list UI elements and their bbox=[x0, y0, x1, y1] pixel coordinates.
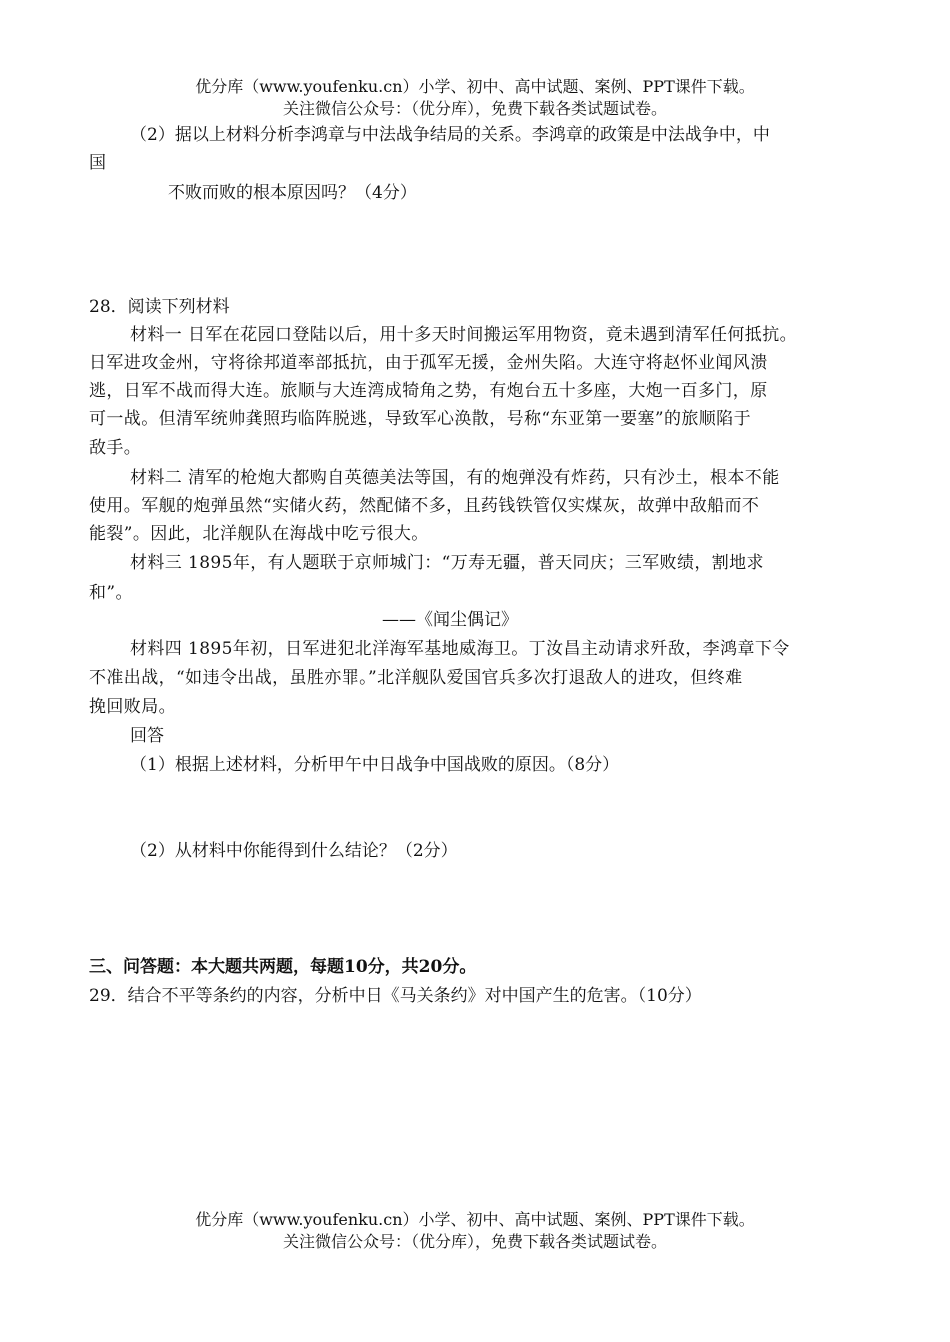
material1-line-2: 日军进攻金州，守将徐邦道率部抵抗，由于孤军无援，金州失陷。大连守将赵怀业闻风溃 bbox=[89, 353, 768, 373]
material4-line-2: 不准出战，“如违令出战，虽胜亦罪。”北洋舰队爱国官兵多次打退敌人的进攻，但终难 bbox=[89, 668, 743, 688]
q29-text: 29．结合不平等条约的内容，分析中日《马关条约》对中国产生的危害。（10分） bbox=[89, 986, 702, 1006]
material1-line-3: 逃，日军不战而得大连。旅顺与大连湾成犄角之势，有炮台五十多座，大炮一百多门，原 bbox=[89, 381, 768, 401]
material1-line-5: 敌手。 bbox=[89, 438, 142, 458]
material3-line-2: 和”。 bbox=[89, 583, 133, 603]
material3-line-1: 材料三 1895年，有人题联于京师城门：“万寿无疆，普天同庆；三军败绩，割地求 bbox=[130, 553, 764, 573]
material2-line-3: 能裂”。因此，北洋舰队在海战中吃亏很大。 bbox=[89, 524, 429, 544]
material4-line-3: 挽回败局。 bbox=[89, 697, 176, 717]
material2-line-1: 材料二 清军的枪炮大都购自英德美法等国，有的炮弹没有炸药，只有沙土，根本不能 bbox=[130, 468, 780, 488]
q28-sub-question-1: （1）根据上述材料，分析甲午中日战争中国战败的原因。（8分） bbox=[130, 755, 620, 775]
footer-line-2: 关注微信公众号：（优分库），免费下载各类试题试卷。 bbox=[282, 1232, 667, 1251]
header-line-1: 优分库（www.youfenku.cn）小学、初中、高中试题、案例、PPT课件下载。 bbox=[195, 77, 755, 96]
section-3-heading: 三、问答题：本大题共两题，每题10分，共20分。 bbox=[89, 957, 477, 977]
q28-sub-question-2: （2）从材料中你能得到什么结论？（2分） bbox=[130, 841, 458, 861]
material2-line-2: 使用。军舰的炮弹虽然“实储火药，然配储不多，且药钱铁管仅实煤灰，故弹中敌船而不 bbox=[89, 496, 760, 516]
material3-source: ——《闻尘偶记》 bbox=[382, 610, 518, 630]
material4-line-1: 材料四 1895年初，日军进犯北洋海军基地威海卫。丁汝昌主动请求歼敌，李鸿章下令 bbox=[130, 639, 790, 659]
material1-line-4: 可一战。但清军统帅龚照玙临阵脱逃，导致军心涣散，号称“东亚第一要塞”的旅顺陷于 bbox=[89, 409, 751, 429]
q27-part2-line-1: （2）据以上材料分析李鸿章与中法战争结局的关系。李鸿章的政策是中法战争中，中 bbox=[130, 125, 770, 145]
material1-line-1: 材料一 日军在花园口登陆以后，用十多天时间搬运军用物资，竟未遇到清军任何抵抗。 bbox=[130, 325, 798, 345]
answer-label: 回答 bbox=[130, 726, 164, 746]
footer-line-1: 优分库（www.youfenku.cn）小学、初中、高中试题、案例、PPT课件下载。 bbox=[195, 1210, 755, 1229]
q28-title: 28．阅读下列材料 bbox=[89, 297, 230, 317]
q27-part2-line-3: 不败而败的根本原因吗？（4分） bbox=[168, 183, 417, 203]
header-line-2: 关注微信公众号：（优分库），免费下载各类试题试卷。 bbox=[282, 99, 667, 118]
q27-part2-line-2: 国 bbox=[89, 153, 106, 173]
